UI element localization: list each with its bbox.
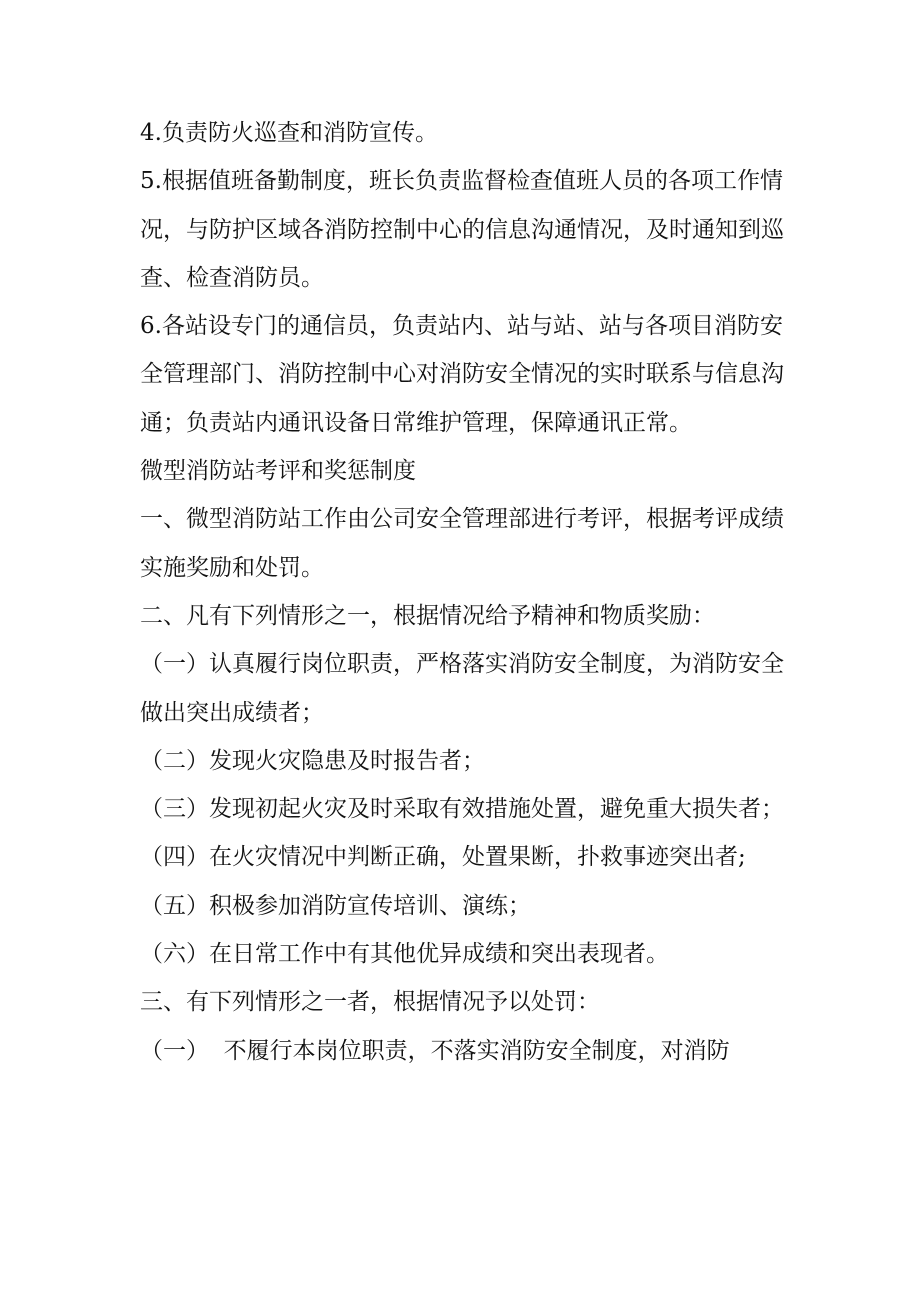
penalty-item-1: （一） 不履行本岗位职责，不落实消防安全制度，对消防 <box>140 1037 730 1064</box>
reward-item-2: （二）发现火灾隐患及时报告者； <box>140 747 485 774</box>
paragraph-item-4: 4.负责防火巡查和消防宣传。 <box>140 120 438 146</box>
reward-item-5: （五）积极参加消防宣传培训、演练； <box>140 892 531 919</box>
section-heading: 微型消防站考评和奖惩制度 <box>140 458 416 485</box>
clause-1: 一、微型消防站工作由公司安全管理部进行考评，根据考评成绩实施奖励和处罚。 <box>140 506 784 581</box>
clause-3: 三、有下列情形之一者，根据情况予以处罚： <box>140 989 600 1016</box>
reward-item-6: （六）在日常工作中有其他优异成绩和突出表现者。 <box>140 941 669 968</box>
paragraph-item-6: 6.各站设专门的通信员，负责站内、站与站、站与各项目消防安全管理部门、消防控制中心对消防安全情况的实时联系与信息沟通；负责站内通讯设备日常维护管理，保障通讯正常。 <box>140 313 784 436</box>
reward-item-1: （一）认真履行岗位职责，严格落实消防安全制度，为消防安全做出突出成绩者； <box>140 651 784 726</box>
clause-2: 二、凡有下列情形之一，根据情况给予精神和物质奖励： <box>140 602 715 629</box>
paragraph-item-5: 5.根据值班备勤制度，班长负责监督检查值班人员的各项工作情况，与防护区域各消防控制中心的信息沟通情况，及时通知到巡查、检查消防员。 <box>140 168 784 291</box>
reward-item-3: （三）发现初起火灾及时采取有效措施处置，避免重大损失者； <box>140 796 784 823</box>
document-body <box>140 109 790 1075</box>
reward-item-4: （四）在火灾情况中判断正确，处置果断，扑救事迹突出者; <box>140 844 746 871</box>
